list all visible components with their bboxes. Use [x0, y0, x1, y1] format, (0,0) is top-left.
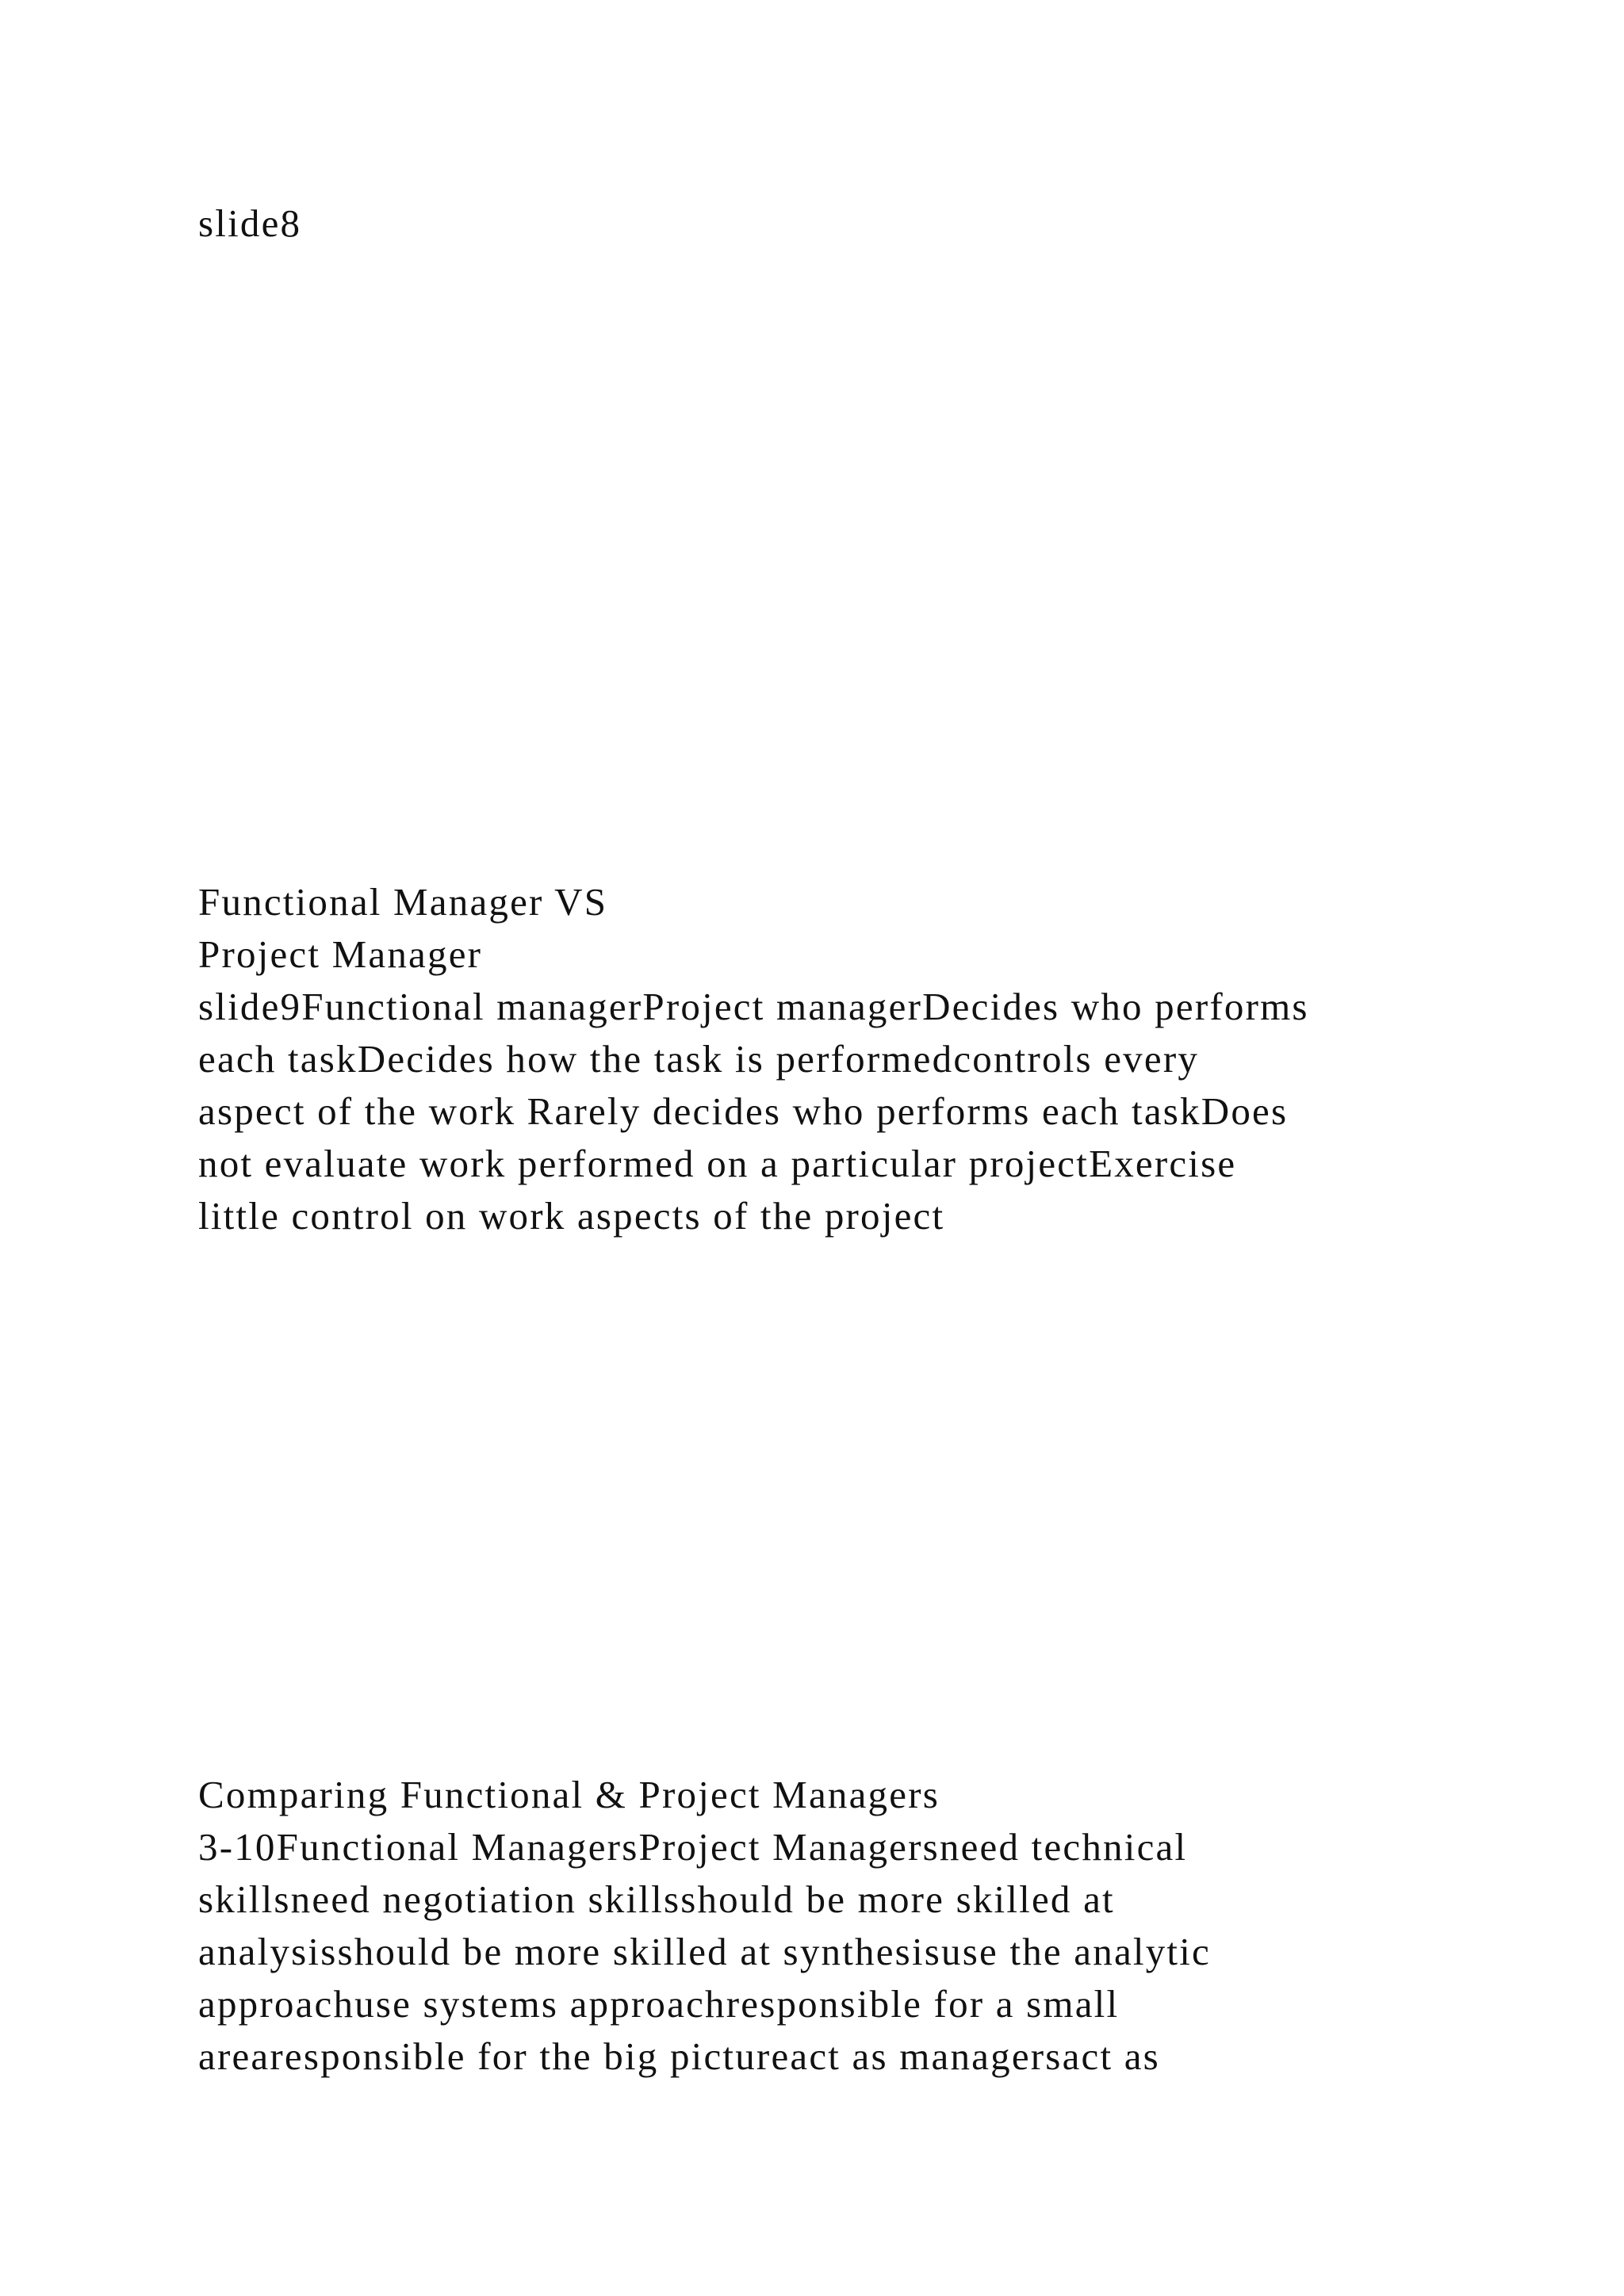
body-text-line: little control on work aspects of the project: [198, 1194, 945, 1238]
section-heading: Comparing Functional & Project Managers: [198, 1773, 940, 1816]
section-heading-line: Project Manager: [198, 932, 483, 976]
slide-label: slide8: [198, 201, 302, 245]
body-text-line: skillsneed negotiation skillsshould be more skilled at: [198, 1877, 1115, 1921]
body-text-line: analysisshould be more skilled at synthesisuse the analytic: [198, 1930, 1211, 1973]
body-text-line: not evaluate work performed on a particular projectExercise: [198, 1142, 1237, 1185]
section-heading-line: Functional Manager VS: [198, 880, 608, 924]
body-text-line: aspect of the work Rarely decides who performs each taskDoes: [198, 1089, 1289, 1133]
body-text-line: each taskDecides how the task is performedcontrols every: [198, 1037, 1200, 1081]
body-text-line: slide9Functional managerProject managerDecides who performs: [198, 985, 1309, 1028]
body-text-line: arearesponsible for the big pictureact as managersact as: [198, 2034, 1160, 2078]
body-text-line: approachuse systems approachresponsible for a small: [198, 1982, 1120, 2026]
body-text-line: 3-10Functional ManagersProject Managersneed technical: [198, 1825, 1188, 1869]
